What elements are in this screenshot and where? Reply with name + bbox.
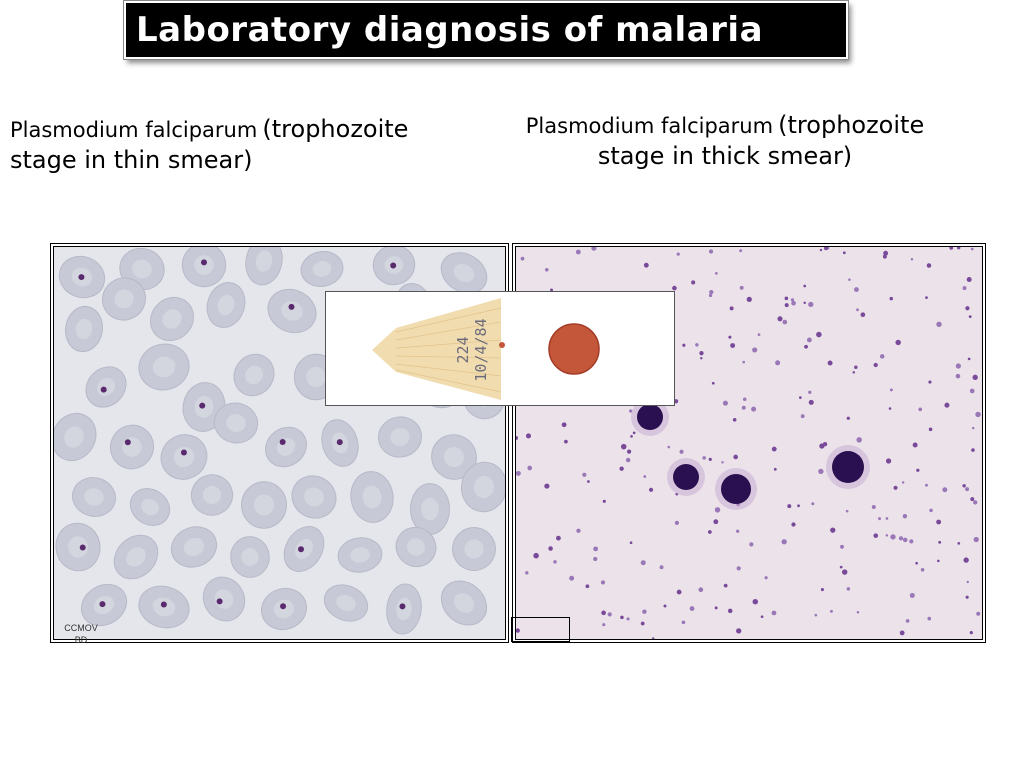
slide-title-box: [124, 1, 848, 59]
watermark-line-1: CCMOV: [64, 623, 98, 633]
ring-trophozoite: [181, 450, 187, 456]
white-blood-cell: [673, 464, 699, 490]
ring-trophozoite: [280, 439, 286, 445]
svg-text:10/4/84: 10/4/84: [472, 318, 490, 382]
ring-trophozoite: [80, 545, 86, 551]
ring-trophozoite: [289, 304, 295, 310]
ring-trophozoite: [298, 546, 304, 552]
ring-trophozoite: [399, 603, 405, 609]
thin-smear-stage-open: (trophozoite: [262, 115, 409, 143]
thick-smear-stage-rest: stage in thick smear): [597, 142, 853, 171]
ring-trophozoite: [161, 602, 167, 608]
glass-slide-photo: [326, 292, 674, 405]
ring-trophozoite: [78, 274, 84, 280]
white-blood-cell: [832, 451, 864, 483]
ring-trophozoite: [390, 263, 396, 269]
ring-trophozoite: [280, 603, 286, 609]
thick-smear-caption: [505, 110, 945, 172]
ring-trophozoite: [337, 439, 343, 445]
ring-trophozoite: [101, 387, 107, 393]
white-blood-cell: [637, 404, 663, 430]
thin-smear-species: Plasmodium falciparum: [10, 118, 258, 142]
thin-smear-stage-rest: stage in thin smear): [10, 146, 253, 175]
empty-placeholder-box: [511, 617, 570, 642]
watermark: [56, 623, 106, 646]
ring-trophozoite: [99, 601, 105, 607]
ring-trophozoite: [125, 439, 131, 445]
white-blood-cell: [721, 474, 751, 504]
thick-smear-stage-open: (trophozoite: [778, 111, 925, 139]
slide-title: Laboratory diagnosis of malaria: [136, 10, 764, 50]
ring-trophozoite: [217, 598, 223, 604]
slide-photo-inset: [325, 291, 675, 406]
thick-smear-species: Plasmodium falciparum: [525, 114, 774, 138]
ring-trophozoite: [199, 403, 205, 409]
thin-smear-caption: [10, 114, 480, 176]
ring-trophozoite: [201, 259, 207, 265]
watermark-line-2: BD: [74, 634, 88, 645]
svg-text:224: 224: [454, 336, 472, 364]
